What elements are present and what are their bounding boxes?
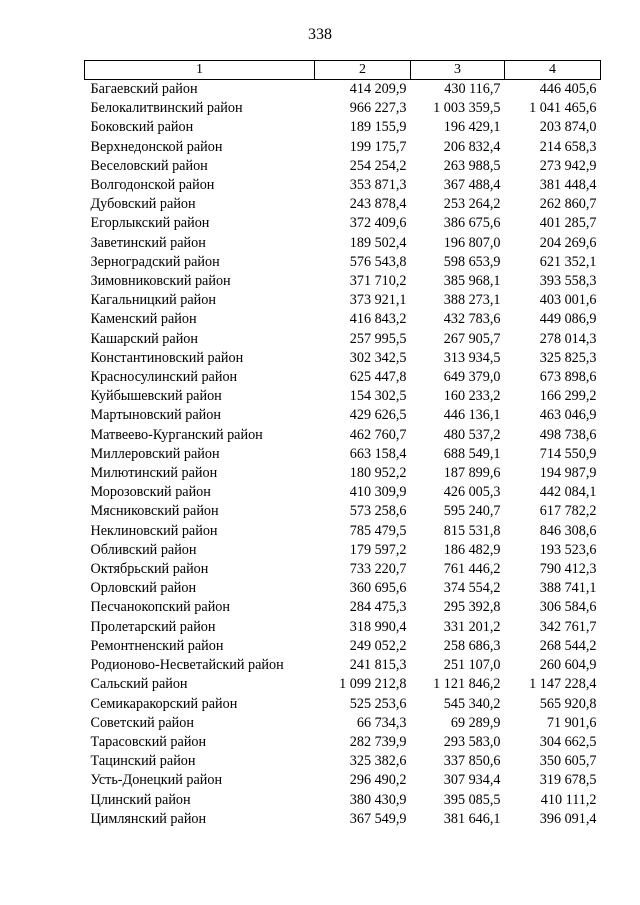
value-cell-col4: 790 412,3 <box>539 561 597 578</box>
district-name-cell: Милютинский район <box>90 465 218 482</box>
value-cell-col2: 189 155,9 <box>349 119 407 136</box>
value-cell-col2: 429 626,5 <box>349 407 407 424</box>
value-cell-col4: 714 550,9 <box>539 445 597 462</box>
value-cell-col3: 196 807,0 <box>443 234 501 251</box>
value-cell-col3: 815 531,8 <box>443 522 501 539</box>
value-cell-col4: 193 523,6 <box>539 541 597 558</box>
value-cell-col3: 446 136,1 <box>443 407 501 424</box>
table-row <box>85 656 601 675</box>
value-cell-col3: 367 488,4 <box>443 177 501 194</box>
table-row <box>85 810 601 829</box>
district-name-cell: Дубовский район <box>90 196 196 213</box>
value-cell-col3: 196 429,1 <box>443 119 501 136</box>
value-cell-col3: 385 968,1 <box>443 273 501 290</box>
value-cell-col3: 426 005,3 <box>443 484 501 501</box>
table-row <box>85 138 601 157</box>
value-cell-col2: 371 710,2 <box>349 273 407 290</box>
value-cell-col4: 262 860,7 <box>539 196 597 213</box>
value-cell-col2: 625 447,8 <box>349 369 407 386</box>
value-cell-col4: 393 558,3 <box>539 273 597 290</box>
column-header-3: 3 <box>411 61 505 80</box>
value-cell-col4: 268 544,2 <box>539 637 597 654</box>
district-name-cell: Орловский район <box>90 580 197 597</box>
value-cell-col4: 388 741,1 <box>539 580 597 597</box>
value-cell-col2: 663 158,4 <box>349 445 407 462</box>
value-cell-col2: 416 843,2 <box>349 311 407 328</box>
table-row <box>85 118 601 137</box>
value-cell-col3: 598 653,9 <box>443 253 501 270</box>
value-cell-col3: 545 340,2 <box>443 695 501 712</box>
table-row <box>85 406 601 425</box>
district-name-cell: Заветинский район <box>90 234 206 251</box>
table-row <box>85 176 601 195</box>
value-cell-col3: 480 537,2 <box>443 426 501 443</box>
value-cell-col2: 243 878,4 <box>349 196 407 213</box>
table-row <box>85 598 601 617</box>
value-cell-col4: 410 111,2 <box>540 791 597 808</box>
table-row <box>85 502 601 521</box>
table-row <box>85 522 601 541</box>
table-row <box>85 637 601 656</box>
value-cell-col2: 966 227,3 <box>349 100 407 117</box>
value-cell-col4: 401 285,7 <box>539 215 597 232</box>
value-cell-col2: 525 253,6 <box>349 695 407 712</box>
value-cell-col2: 414 209,9 <box>349 81 407 97</box>
column-header-2: 2 <box>315 61 411 80</box>
district-name-cell: Обливский район <box>90 541 197 558</box>
value-cell-col3: 313 934,5 <box>443 349 501 366</box>
table-row <box>85 714 601 733</box>
value-cell-col4: 449 086,9 <box>539 311 597 328</box>
table-row <box>85 214 601 233</box>
table-row <box>85 541 601 560</box>
value-cell-col4: 304 662,5 <box>539 733 597 750</box>
table-row <box>85 791 601 810</box>
table-row <box>85 618 601 637</box>
table-row <box>85 771 601 790</box>
district-name-cell: Тарасовский район <box>90 733 207 750</box>
value-cell-col4: 166 299,2 <box>539 388 597 405</box>
value-cell-col4: 673 898,6 <box>539 369 597 386</box>
table-row <box>85 387 601 406</box>
district-name-cell: Белокалитвинский район <box>90 100 243 117</box>
district-name-cell: Куйбышевский район <box>90 388 222 405</box>
value-cell-col4: 319 678,5 <box>539 772 597 789</box>
district-name-cell: Семикаракорский район <box>90 695 238 712</box>
value-cell-col3: 295 392,8 <box>443 599 501 616</box>
value-cell-col2: 1 099 212,8 <box>339 676 407 693</box>
value-cell-col4: 403 001,6 <box>539 292 597 309</box>
district-name-cell: Красносулинский район <box>90 369 238 386</box>
value-cell-col3: 1 003 359,5 <box>433 100 501 117</box>
value-cell-col4: 203 874,0 <box>539 119 597 136</box>
table-row <box>85 349 601 368</box>
value-cell-col3: 595 240,7 <box>443 503 501 520</box>
value-cell-col2: 249 052,2 <box>349 637 407 654</box>
value-cell-col4: 325 825,3 <box>539 349 597 366</box>
table-row <box>85 752 601 771</box>
value-cell-col2: 154 302,5 <box>349 388 407 405</box>
district-name-cell: Цимлянский район <box>90 810 207 827</box>
value-cell-col3: 160 233,2 <box>443 388 501 405</box>
table-row <box>85 253 601 272</box>
value-cell-col2: 325 382,6 <box>349 753 407 770</box>
value-cell-col3: 381 646,1 <box>443 810 501 827</box>
value-cell-col3: 293 583,0 <box>443 733 501 750</box>
table-row <box>85 330 601 349</box>
district-name-cell: Усть-Донецкий район <box>90 772 223 789</box>
value-cell-col2: 360 695,6 <box>349 580 407 597</box>
value-cell-col2: 180 952,2 <box>349 465 407 482</box>
value-cell-col2: 284 475,3 <box>349 599 407 616</box>
value-cell-col2: 785 479,5 <box>349 522 407 539</box>
district-name-cell: Песчанокопский район <box>90 599 230 616</box>
header-row <box>85 61 601 80</box>
value-cell-col3: 187 899,6 <box>443 465 501 482</box>
value-cell-col3: 206 832,4 <box>443 138 501 155</box>
district-name-cell: Зимовниковский район <box>90 273 231 290</box>
value-cell-col2: 179 597,2 <box>349 541 407 558</box>
value-cell-col4: 306 584,6 <box>539 599 597 616</box>
page-number: 338 <box>308 26 332 43</box>
district-name-cell: Пролетарский район <box>90 618 216 635</box>
value-cell-col4: 846 308,6 <box>539 522 597 539</box>
table-row <box>85 99 601 118</box>
value-cell-col4: 194 987,9 <box>539 465 597 482</box>
value-cell-col4: 396 091,4 <box>539 810 597 827</box>
district-name-cell: Миллеровский район <box>90 445 220 462</box>
value-cell-col4: 463 046,9 <box>539 407 597 424</box>
district-name-cell: Сальский район <box>90 676 188 693</box>
district-name-cell: Тацинский район <box>90 753 196 770</box>
district-name-cell: Цлинский район <box>90 791 191 808</box>
value-cell-col4: 381 448,4 <box>539 177 597 194</box>
value-cell-col2: 318 990,4 <box>349 618 407 635</box>
district-name-cell: Константиновский район <box>90 349 244 366</box>
table-row <box>85 695 601 714</box>
value-cell-col2: 66 734,3 <box>356 714 407 731</box>
value-cell-col2: 576 543,8 <box>349 253 407 270</box>
value-cell-col2: 257 995,5 <box>349 330 407 347</box>
value-cell-col3: 1 121 846,2 <box>433 676 501 693</box>
table-row <box>85 157 601 176</box>
value-cell-col3: 253 264,2 <box>443 196 501 213</box>
district-name-cell: Багаевский район <box>90 81 198 97</box>
district-name-cell: Боковский район <box>90 119 194 136</box>
value-cell-col2: 241 815,3 <box>349 657 407 674</box>
value-cell-col3: 388 273,1 <box>443 292 501 309</box>
value-cell-col4: 1 041 465,6 <box>529 100 597 117</box>
table-row <box>85 579 601 598</box>
value-cell-col4: 621 352,1 <box>539 253 597 270</box>
value-cell-col3: 307 934,4 <box>443 772 501 789</box>
value-cell-col2: 462 760,7 <box>349 426 407 443</box>
table-body <box>85 80 601 829</box>
district-name-cell: Волгодонской район <box>90 177 215 194</box>
table-row <box>85 195 601 214</box>
value-cell-col3: 331 201,2 <box>443 618 501 635</box>
district-name-cell: Морозовский район <box>90 484 211 501</box>
table-row <box>85 310 601 329</box>
district-name-cell: Каменский район <box>90 311 197 328</box>
value-cell-col2: 367 549,9 <box>349 810 407 827</box>
value-cell-col3: 432 783,6 <box>443 311 501 328</box>
column-header-1: 1 <box>85 61 315 80</box>
table-row <box>85 464 601 483</box>
value-cell-col4: 260 604,9 <box>539 657 597 674</box>
table-row <box>85 445 601 464</box>
district-name-cell: Родионово-Несветайский район <box>90 657 284 674</box>
table-row <box>85 291 601 310</box>
table-row <box>85 272 601 291</box>
value-cell-col3: 374 554,2 <box>443 580 501 597</box>
value-cell-col3: 386 675,6 <box>443 215 501 232</box>
district-name-cell: Ремонтненский район <box>90 637 224 654</box>
district-name-cell: Советский район <box>90 714 194 731</box>
table-row <box>85 733 601 752</box>
value-cell-col2: 296 490,2 <box>349 772 407 789</box>
value-cell-col4: 214 658,3 <box>539 138 597 155</box>
value-cell-col3: 186 482,9 <box>443 541 501 558</box>
value-cell-col2: 373 921,1 <box>349 292 407 309</box>
data-table <box>84 60 601 829</box>
district-name-cell: Неклиновский район <box>90 522 218 539</box>
value-cell-col4: 442 084,1 <box>539 484 597 501</box>
district-name-cell: Верхнедонской район <box>90 138 223 155</box>
value-cell-col2: 573 258,6 <box>349 503 407 520</box>
value-cell-col3: 267 905,7 <box>443 330 501 347</box>
value-cell-col4: 1 147 228,4 <box>529 676 597 693</box>
value-cell-col3: 688 549,1 <box>443 445 501 462</box>
value-cell-col3: 251 107,0 <box>443 657 501 674</box>
value-cell-col4: 342 761,7 <box>539 618 597 635</box>
value-cell-col2: 199 175,7 <box>349 138 407 155</box>
value-cell-col4: 565 920,8 <box>539 695 597 712</box>
value-cell-col3: 263 988,5 <box>443 157 501 174</box>
value-cell-col3: 761 446,2 <box>443 561 501 578</box>
district-name-cell: Веселовский район <box>90 157 208 174</box>
value-cell-col3: 337 850,6 <box>443 753 501 770</box>
value-cell-col2: 380 430,9 <box>349 791 407 808</box>
value-cell-col2: 282 739,9 <box>349 733 407 750</box>
table-row <box>85 560 601 579</box>
column-header-4: 4 <box>505 61 601 80</box>
district-name-cell: Мясниковский район <box>90 503 219 520</box>
value-cell-col3: 69 289,9 <box>450 714 501 731</box>
value-cell-col3: 395 085,5 <box>443 791 501 808</box>
district-name-cell: Зерноградский район <box>90 253 220 270</box>
table-row <box>85 234 601 253</box>
value-cell-col2: 733 220,7 <box>349 561 407 578</box>
table-row <box>85 426 601 445</box>
table-row <box>85 80 601 100</box>
district-name-cell: Кашарский район <box>90 330 198 347</box>
value-cell-col2: 189 502,4 <box>349 234 407 251</box>
value-cell-col4: 350 605,7 <box>539 753 597 770</box>
table-row <box>85 368 601 387</box>
value-cell-col2: 302 342,5 <box>349 349 407 366</box>
district-name-cell: Матвеево-Курганский район <box>90 426 263 443</box>
value-cell-col4: 204 269,6 <box>539 234 597 251</box>
value-cell-col3: 430 116,7 <box>444 81 501 97</box>
table-row <box>85 675 601 694</box>
value-cell-col2: 372 409,6 <box>349 215 407 232</box>
value-cell-col3: 649 379,0 <box>443 369 501 386</box>
value-cell-col3: 258 686,3 <box>443 637 501 654</box>
value-cell-col2: 254 254,2 <box>349 157 407 174</box>
value-cell-col4: 71 901,6 <box>546 714 597 731</box>
value-cell-col2: 353 871,3 <box>349 177 407 194</box>
value-cell-col2: 410 309,9 <box>349 484 407 501</box>
value-cell-col4: 498 738,6 <box>539 426 597 443</box>
value-cell-col4: 278 014,3 <box>539 330 597 347</box>
value-cell-col4: 617 782,2 <box>539 503 597 520</box>
table-row <box>85 483 601 502</box>
value-cell-col4: 446 405,6 <box>539 81 597 97</box>
district-name-cell: Кагальницкий район <box>90 292 216 309</box>
district-name-cell: Мартыновский район <box>90 407 221 424</box>
value-cell-col4: 273 942,9 <box>539 157 597 174</box>
district-name-cell: Егорлыкский район <box>90 215 210 232</box>
district-name-cell: Октябрьский район <box>90 561 209 578</box>
